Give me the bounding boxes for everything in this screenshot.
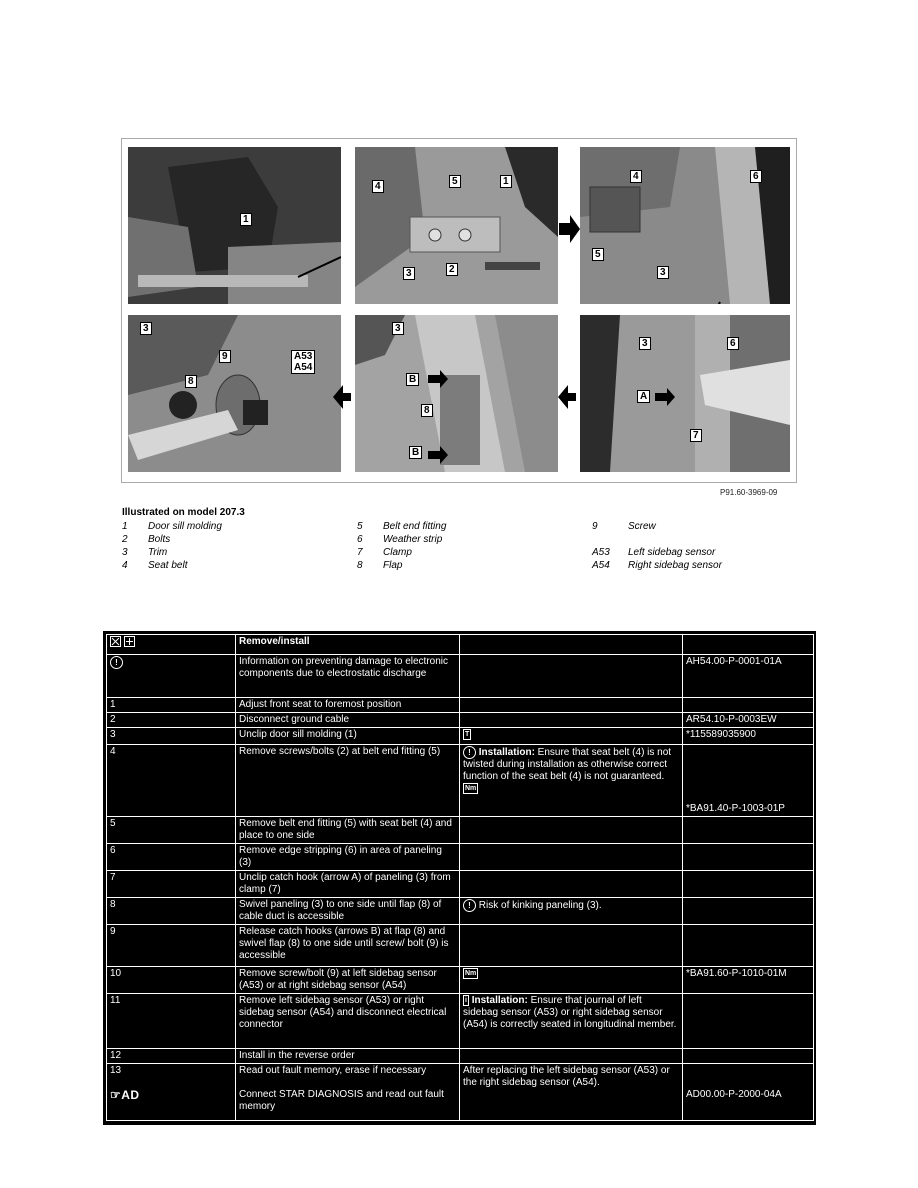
table-row: 3 Unclip door sill molding (1) T *115589035900: [107, 728, 814, 745]
torque-nm-icon: Nm: [465, 970, 477, 977]
arrow-right-icon: [559, 215, 580, 243]
legend-item: 3 Trim: [122, 547, 168, 558]
sequence-arrows: [122, 139, 796, 482]
hand-pointer-icon: ☞: [110, 1088, 122, 1102]
arrow-right-icon: [655, 388, 675, 406]
callout-b: B: [406, 373, 419, 386]
callout-6: 6: [727, 337, 739, 350]
callout-5: 5: [592, 248, 604, 261]
arrow-left-icon: [558, 385, 576, 409]
table-row: 4 Remove screws/bolts (2) at belt end fitting (5) ! Installation: Ensure that seat belt (4) is not twisted during installation as otherwise correct function of the seat belt (4) is not guaranteed. Nm *BA91.40-P-1003-01P: [107, 745, 814, 817]
callout-a: A: [637, 390, 650, 403]
table-row: 2 Disconnect ground cable AR54.10-P-0003EW: [107, 713, 814, 728]
legend-item: 4 Seat belt: [122, 560, 188, 571]
callout-4: 4: [372, 180, 384, 193]
legend-title: Illustrated on model 207.3: [122, 507, 245, 518]
callout-3: 3: [403, 267, 415, 280]
arrow-left-icon: [333, 385, 351, 409]
table-row: 9 Release catch hooks (arrows B) at flap (8) and swivel flap (8) to one side until screw/ bolt (9) is accessible: [107, 925, 814, 967]
callout-1: 1: [500, 175, 512, 188]
install-icon: [124, 636, 135, 647]
callout-2: 2: [446, 263, 458, 276]
remove-icon: [110, 636, 121, 647]
callout-6: 6: [750, 170, 762, 183]
table-row: 7 Unclip catch hook (arrow A) of paneling (3) from clamp (7): [107, 871, 814, 898]
table-row: 1 Adjust front seat to foremost position: [107, 698, 814, 713]
remove-install-icons: [107, 635, 236, 655]
legend-item: 8 Flap: [357, 560, 403, 571]
callout-8: 8: [185, 375, 197, 388]
table-row: 8 Swivel paneling (3) to one side until flap (8) of cable duct is accessible ! Risk of kinking paneling (3).: [107, 898, 814, 925]
callout-8: 8: [421, 404, 433, 417]
ref-link[interactable]: *BA91.60-P-1010-01M: [683, 967, 814, 994]
legend-item: 1 Door sill molding: [122, 521, 222, 532]
callout-1: 1: [240, 213, 252, 226]
arrow-right-icon: [428, 370, 448, 388]
ref-link[interactable]: *BA91.40-P-1003-01P: [683, 745, 814, 817]
table-row: 5 Remove belt end fitting (5) with seat belt (4) and place to one side: [107, 817, 814, 844]
legend-item: 7 Clamp: [357, 547, 412, 558]
torque-nm-icon: Nm: [465, 785, 477, 793]
table-row: 11 Remove left sidebag sensor (A53) or right sidebag sensor (A54) and disconnect electrical connector i Installation: Ensure that journal of left sidebag sensor (A53) or right sidebag sensor (A54) is correctly seated in longitudinal member.: [107, 994, 814, 1049]
table-title: Remove/install: [236, 635, 460, 655]
caution-circle-icon: !: [463, 746, 476, 759]
callout-3: 3: [140, 322, 152, 335]
callout-4: 4: [630, 170, 642, 183]
callout-a53-a54: A53 A54: [291, 350, 315, 374]
caution-circle-icon: !: [463, 899, 476, 912]
ref-link[interactable]: *115589035900: [683, 728, 814, 745]
legend-item: 5 Belt end fitting: [357, 521, 447, 532]
callout-3: 3: [639, 337, 651, 350]
caution-circle-icon: !: [110, 656, 123, 669]
figure-code: P91.60-3969-09: [720, 488, 778, 497]
legend-item: 9 Screw: [592, 521, 656, 532]
table-row: ! Information on preventing damage to electronic components due to electrostatic discharge AH54.00-P-0001-01A: [107, 655, 814, 698]
callout-7: 7: [690, 429, 702, 442]
procedure-figure: [121, 138, 797, 483]
ref-link[interactable]: AD00.00-P-2000-04A: [686, 1089, 782, 1100]
ref-link[interactable]: AH54.00-P-0001-01A: [683, 655, 814, 698]
table-row: 13 ☞AD Read out fault memory, erase if necessary Connect STAR DIAGNOSIS and read out fault memory After replacing the left sidebag sensor (A53) or the right sidebag sensor (A54). AD00.00-P-2000-04A: [107, 1064, 814, 1121]
callout-3: 3: [657, 266, 669, 279]
table-row: 6 Remove edge stripping (6) in area of paneling (3): [107, 844, 814, 871]
table-header: [107, 635, 814, 655]
callout-b: B: [409, 446, 422, 459]
legend-item: A54 Right sidebag sensor: [592, 560, 722, 571]
table-row: 12 Install in the reverse order: [107, 1049, 814, 1064]
arrow-right-icon: [428, 446, 448, 464]
info-icon: i: [465, 997, 467, 1004]
legend-item: 6 Weather strip: [357, 534, 443, 545]
diagnosis-label: ☞AD: [110, 1088, 140, 1102]
legend-item: A53 Left sidebag sensor: [592, 547, 716, 558]
ref-link[interactable]: AR54.10-P-0003EW: [683, 713, 814, 728]
special-tool-icon: T: [465, 731, 470, 738]
callout-9: 9: [219, 350, 231, 363]
callout-5: 5: [449, 175, 461, 188]
legend-item: 2 Bolts: [122, 534, 171, 545]
table-row: 10 Remove screw/bolt (9) at left sidebag sensor (A53) or at right sidebag sensor (A54) Nm *BA91.60-P-1010-01M: [107, 967, 814, 994]
callout-3: 3: [392, 322, 404, 335]
procedure-table: [103, 631, 816, 1125]
